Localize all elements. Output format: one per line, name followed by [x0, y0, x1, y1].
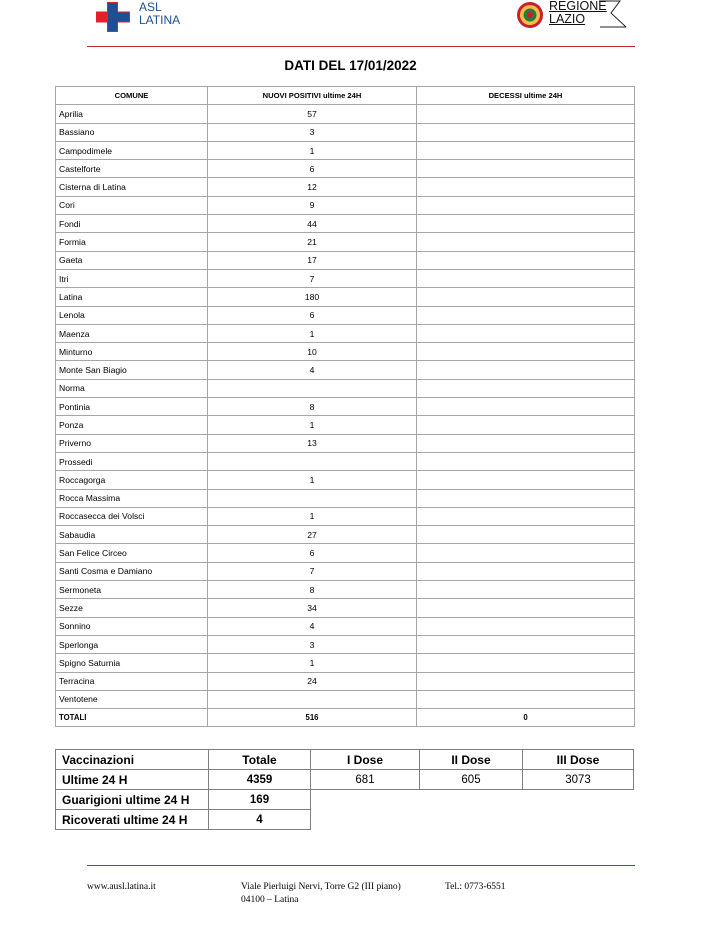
table-row	[56, 215, 635, 233]
table-row	[56, 160, 635, 178]
deaths-cell	[417, 269, 635, 287]
footer-website[interactable]: www.ausl.latina.it	[87, 882, 156, 892]
table-row	[56, 690, 635, 708]
comune-cell: Maenza	[56, 324, 208, 342]
new-positives-cell: 4	[208, 617, 417, 635]
table-row	[56, 306, 635, 324]
new-positives-cell: 8	[208, 398, 417, 416]
table-row	[56, 233, 635, 251]
deaths-cell	[417, 233, 635, 251]
comune-cell: Priverno	[56, 434, 208, 452]
vaccination-dose2-value: 605	[420, 770, 523, 790]
totals-new-positives: 516	[208, 709, 417, 727]
comune-cell: Santi Cosma e Damiano	[56, 562, 208, 580]
healed-row	[56, 790, 634, 810]
vaccination-values-row	[56, 770, 634, 790]
new-positives-cell: 1	[208, 141, 417, 159]
new-positives-cell	[208, 452, 417, 470]
comune-cell: Ponza	[56, 416, 208, 434]
new-positives-cell	[208, 489, 417, 507]
table-row	[56, 635, 635, 653]
totals-row	[56, 709, 635, 727]
table-row	[56, 672, 635, 690]
healed-value: 169	[209, 790, 311, 810]
table-row	[56, 416, 635, 434]
new-positives-cell: 21	[208, 233, 417, 251]
comune-cell: Fondi	[56, 215, 208, 233]
comune-cell: San Felice Circeo	[56, 544, 208, 562]
table-row	[56, 526, 635, 544]
deaths-cell	[417, 635, 635, 653]
deaths-cell	[417, 489, 635, 507]
table-header-row	[56, 87, 635, 105]
table-row	[56, 562, 635, 580]
new-positives-cell: 9	[208, 196, 417, 214]
hospitalized-label: Ricoverati ultime 24 H	[56, 810, 209, 830]
table-row	[56, 105, 635, 123]
new-positives-cell: 57	[208, 105, 417, 123]
deaths-cell	[417, 215, 635, 233]
hospitalized-value: 4	[209, 810, 311, 830]
table-row	[56, 178, 635, 196]
comune-cell: Sermoneta	[56, 581, 208, 599]
table-row	[56, 452, 635, 470]
deaths-cell	[417, 416, 635, 434]
new-positives-cell: 12	[208, 178, 417, 196]
new-positives-cell: 1	[208, 507, 417, 525]
comune-cell: Sezze	[56, 599, 208, 617]
new-positives-cell: 13	[208, 434, 417, 452]
deaths-cell	[417, 544, 635, 562]
table-row	[56, 471, 635, 489]
healed-label: Guarigioni ultime 24 H	[56, 790, 209, 810]
table-row	[56, 581, 635, 599]
comune-cell: Latina	[56, 288, 208, 306]
new-positives-cell: 180	[208, 288, 417, 306]
table-row	[56, 544, 635, 562]
vaccination-header-dose2: II Dose	[420, 750, 523, 770]
deaths-cell	[417, 398, 635, 416]
new-positives-cell	[208, 379, 417, 397]
new-positives-cell: 17	[208, 251, 417, 269]
vaccination-total-value: 4359	[209, 770, 311, 790]
new-positives-cell: 44	[208, 215, 417, 233]
column-header-new-positives: NUOVI POSITIVI ultime 24H	[208, 87, 417, 105]
new-positives-cell: 6	[208, 544, 417, 562]
table-row	[56, 269, 635, 287]
regione-lazio-text: REGIONE LAZIO	[549, 0, 607, 26]
new-positives-cell: 24	[208, 672, 417, 690]
deaths-cell	[417, 690, 635, 708]
new-positives-cell: 3	[208, 123, 417, 141]
table-row	[56, 123, 635, 141]
asl-cross-logo	[96, 2, 130, 32]
deaths-cell	[417, 324, 635, 342]
comune-cell: Sonnino	[56, 617, 208, 635]
table-row	[56, 599, 635, 617]
vaccination-sublabel: Ultime 24 H	[56, 770, 209, 790]
column-header-deaths: DECESSI ultime 24H	[417, 87, 635, 105]
deaths-cell	[417, 141, 635, 159]
new-positives-cell: 1	[208, 471, 417, 489]
comune-cell: Gaeta	[56, 251, 208, 269]
vaccination-header-total: Totale	[209, 750, 311, 770]
comune-cell: Bassiano	[56, 123, 208, 141]
new-positives-cell: 1	[208, 654, 417, 672]
table-row	[56, 343, 635, 361]
deaths-cell	[417, 452, 635, 470]
table-row	[56, 324, 635, 342]
footer-address-line2: 04100 – Latina	[241, 895, 299, 905]
new-positives-cell: 3	[208, 635, 417, 653]
hospitalized-row	[56, 810, 634, 830]
deaths-cell	[417, 617, 635, 635]
comune-cell: Terracina	[56, 672, 208, 690]
table-row	[56, 379, 635, 397]
new-positives-cell: 8	[208, 581, 417, 599]
page-header	[0, 0, 701, 60]
comune-cell: Rocca Massima	[56, 489, 208, 507]
new-positives-cell: 1	[208, 324, 417, 342]
deaths-cell	[417, 123, 635, 141]
deaths-cell	[417, 471, 635, 489]
deaths-cell	[417, 581, 635, 599]
vaccination-dose3-value: 3073	[523, 770, 634, 790]
deaths-cell	[417, 562, 635, 580]
deaths-cell	[417, 379, 635, 397]
comune-cell: Norma	[56, 379, 208, 397]
deaths-cell	[417, 654, 635, 672]
comune-cell: Monte San Biagio	[56, 361, 208, 379]
new-positives-cell: 7	[208, 269, 417, 287]
table-row	[56, 398, 635, 416]
vaccination-table	[55, 749, 634, 830]
table-row	[56, 361, 635, 379]
deaths-cell	[417, 361, 635, 379]
deaths-cell	[417, 672, 635, 690]
comune-cell: Aprilia	[56, 105, 208, 123]
deaths-cell	[417, 507, 635, 525]
vaccination-header-dose3: III Dose	[523, 750, 634, 770]
comune-cell: Lenola	[56, 306, 208, 324]
vaccination-label: Vaccinazioni	[56, 750, 209, 770]
deaths-cell	[417, 196, 635, 214]
table-row	[56, 617, 635, 635]
deaths-cell	[417, 526, 635, 544]
new-positives-cell: 34	[208, 599, 417, 617]
comune-cell: Spigno Saturnia	[56, 654, 208, 672]
covid-data-table	[55, 86, 635, 727]
table-row	[56, 251, 635, 269]
comune-cell: Roccasecca dei Volsci	[56, 507, 208, 525]
new-positives-cell: 7	[208, 562, 417, 580]
new-positives-cell	[208, 690, 417, 708]
comune-cell: Roccagorga	[56, 471, 208, 489]
deaths-cell	[417, 306, 635, 324]
footer-phone: Tel.: 0773-6551	[445, 882, 506, 892]
comune-cell: Campodimele	[56, 141, 208, 159]
comune-cell: Itri	[56, 269, 208, 287]
comune-cell: Sperlonga	[56, 635, 208, 653]
deaths-cell	[417, 178, 635, 196]
new-positives-cell: 10	[208, 343, 417, 361]
asl-logo-text: ASL LATINA	[139, 0, 181, 27]
new-positives-cell: 6	[208, 306, 417, 324]
deaths-cell	[417, 160, 635, 178]
new-positives-cell: 27	[208, 526, 417, 544]
vaccination-dose1-value: 681	[311, 770, 420, 790]
comune-cell: Pontinia	[56, 398, 208, 416]
comune-cell: Cisterna di Latina	[56, 178, 208, 196]
comune-cell: Cori	[56, 196, 208, 214]
totals-deaths: 0	[417, 709, 635, 727]
table-row	[56, 196, 635, 214]
comune-cell: Formia	[56, 233, 208, 251]
new-positives-cell: 1	[208, 416, 417, 434]
vaccination-header-dose1: I Dose	[311, 750, 420, 770]
deaths-cell	[417, 251, 635, 269]
deaths-cell	[417, 288, 635, 306]
comune-cell: Castelforte	[56, 160, 208, 178]
page-title: DATI DEL 17/01/2022	[284, 58, 417, 73]
comune-cell: Ventotene	[56, 690, 208, 708]
table-row	[56, 141, 635, 159]
deaths-cell	[417, 343, 635, 361]
vaccination-header-row	[56, 750, 634, 770]
deaths-cell	[417, 105, 635, 123]
column-header-comune: COMUNE	[56, 87, 208, 105]
comune-cell: Prossedi	[56, 452, 208, 470]
table-row	[56, 507, 635, 525]
footer-address	[241, 881, 401, 907]
table-row	[56, 434, 635, 452]
deaths-cell	[417, 434, 635, 452]
header-divider	[87, 46, 635, 47]
comune-cell: Sabaudia	[56, 526, 208, 544]
footer-divider	[87, 865, 635, 866]
footer-address-line1: Viale Pierluigi Nervi, Torre G2 (III piano)	[241, 882, 401, 892]
table-row	[56, 288, 635, 306]
new-positives-cell: 4	[208, 361, 417, 379]
new-positives-cell: 6	[208, 160, 417, 178]
totals-label: TOTALI	[56, 709, 208, 727]
table-row	[56, 489, 635, 507]
deaths-cell	[417, 599, 635, 617]
table-row	[56, 654, 635, 672]
comune-cell: Minturno	[56, 343, 208, 361]
